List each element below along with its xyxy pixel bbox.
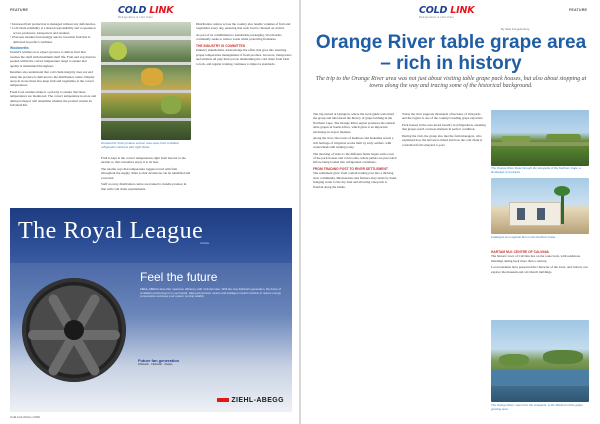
- body-paragraph: The retailer says that temperature loggers travel with fruit throughout the supply chain so that deviations can be identified and corrected.: [101, 167, 191, 180]
- magazine-logo: COLD LINK: [118, 5, 174, 16]
- photo-caption: The Orange River, seen from the vineyards, is the lifeblood of the grape growing area.: [491, 404, 583, 411]
- section-tag: FEATURE: [10, 8, 29, 12]
- photo-caption: Woolworths' fresh produce section uses open-front multideck refrigeration cabinets with night blinds.: [101, 142, 179, 149]
- body-paragraph: Along the river, the towns of Keimoes and Kakamas reveal a rich heritage of irrigation works built by early settlers, with waterwheels still turning today.: [313, 136, 394, 150]
- right-column-1: [313, 112, 397, 412]
- vineyard-photo: [491, 110, 589, 166]
- section-heading: HARTAM NUI: CENTRE OF CALVINIA: [491, 250, 549, 254]
- body-paragraph: The trip started at Upington, where the local guide welcomed the group and introduced the history of grape farming in the Northern Cape. The Orange River region produces the earliest table grapes in South Africa, which gives it an important advantage in export markets.: [313, 112, 396, 134]
- body-paragraph: Distribution centres across the country also handle volumes of fruit and vegetables every day, ensuring that each load is checked on arrival.: [196, 22, 291, 31]
- bullet-item: • Cold chain reliability is a shared responsibility and cooperation across producers, transporters and retailers.: [10, 26, 96, 35]
- supermarket-photo: [101, 22, 191, 140]
- right-column-3: [491, 248, 589, 318]
- left-column-2: [101, 156, 191, 204]
- body-paragraph: Pack houses in the area invest heavily in refrigeration, ensuring that grapes reach overseas markets in perfect condition.: [402, 123, 486, 132]
- left-column-3: [196, 22, 292, 204]
- section-heading: THE INDUSTRY IS COMMITTED: [196, 44, 246, 48]
- logo-subtitle: Refrigeration & cold chain: [419, 16, 454, 19]
- ad-product: Future fan generation ZAbluefin · FE2owlet · ZAplus: [138, 358, 180, 366]
- ziehl-abegg-logo: ZIEHL-ABEGG: [217, 397, 284, 404]
- bullet-item: • Increased fruit production is managed without any deficiencies.: [10, 22, 96, 26]
- left-page-header: [0, 3, 299, 20]
- ad-title-sub: of fans: [200, 241, 210, 245]
- right-page-header: [301, 3, 600, 20]
- magazine-logo: COLD LINK: [419, 5, 475, 16]
- body-paragraph: Ireland's retailers now expect growers to deliver fruit that reaches the shelf with maximum shelf life. Fruit and veg must be packed within the correct temperature range to ensure that quality is maintained throughout.: [10, 50, 96, 68]
- ziehl-abegg-advertisement[interactable]: [10, 208, 292, 412]
- ad-banner: [10, 208, 292, 263]
- bullet-item: • Overseas retailers increasingly ask for traceable fruit that is delivered in perfect condition.: [10, 35, 91, 44]
- body-paragraph: Fresh food retailers make it a priority to ensure that these temperatures are monitored. The correct temperature in-store and during transport will determine whether the product retains its full shelf life.: [10, 90, 96, 108]
- body-paragraph: During the visit, the group also met the farm managers, who explained how the harvest is timed and how the cold chain is controlled from vineyard to port.: [402, 134, 483, 147]
- ad-body-text: ZIEHL-ABEGG fans offer maximum efficiency with minimal noise. With the new ZAbluefin generation, the future of ventilation technology is in your hands. High-performance motors and intelligent control combine to reduce energy consumption and keep your system running reliably.: [140, 287, 281, 299]
- left-page: [0, 0, 299, 424]
- right-page: [301, 0, 600, 424]
- byline: By Ilana Koegelenberg: [501, 27, 530, 31]
- body-paragraph: Industry stakeholders acknowledge the effort that goes into ensuring proper temperature management of fresh produce. Growers, transporters and retailers all play their part in maintaining the cold chain from farm to fork, and regular training continues to improve standards.: [196, 48, 292, 66]
- ad-headline: Feel the future: [140, 270, 218, 284]
- body-paragraph: Local residents have preserved the character of the town, and visitors can explore the museum and old church buildings.: [491, 265, 588, 274]
- photo-caption: The Orange River flows through the vineyards of the Northern Cape, a landscape of contrasts.: [491, 167, 581, 174]
- body-paragraph: The settlement grew from a small trading post into a thriving river community. Missionaries and farmers dug canals by hand, bringing water to the dry land and allowing vineyards to flourish along the banks.: [313, 171, 397, 189]
- body-paragraph: Fruit is kept at the correct temperatures right from harvest to the retailer so that customers enjoy it at its best.: [101, 156, 186, 165]
- body-paragraph: Staff at every distribution centre are trained to handle produce in line with cold chain requirements.: [101, 182, 187, 191]
- fan-icon: [22, 278, 126, 382]
- body-paragraph: Retailers also understand that cold chain integrity does not end when the produce is delivered to the distribution centre. Display areas in stores must also keep fruit and vegetables at the correct temperatures.: [10, 70, 95, 88]
- section-heading: FROM TRADING POST TO RIVER SETTLEMENT: [313, 167, 388, 172]
- farm-building-photo: [491, 178, 589, 234]
- section-heading: Woolworths: [10, 46, 29, 51]
- orange-river-photo: [491, 320, 589, 402]
- left-column-1: [10, 22, 96, 204]
- logo-subtitle: Refrigeration & cold chain: [118, 16, 153, 19]
- body-paragraph: As part of its commitment to sustainable packaging, Woolworths continually seeks to reduce waste while protecting freshness.: [196, 33, 282, 42]
- body-paragraph: The historic town of Calvinia lies on the route back, with sandstone buildings dating back more than a century.: [491, 254, 581, 263]
- right-column-2: [402, 112, 486, 412]
- section-tag: FEATURE: [569, 8, 588, 12]
- article-title: Orange River table grape area – rich in history: [315, 32, 587, 74]
- body-paragraph: Today the river supports thousands of hectares of vineyards and the region is one of the country's leading grape exporters.: [402, 112, 484, 121]
- ad-title: The Royal League: [18, 218, 204, 244]
- article-intro: The trip to the Orange River area was not just about visiting table grape pack houses, but also about stopping at towns along the way and tracing some of the historical background.: [315, 76, 587, 90]
- photo-caption: Catalogue at a regional farm in the Northern Cape.: [491, 236, 556, 239]
- body-paragraph: The morning of visits to the different farms began with a tour of the pack houses and cold rooms, where pallets are precooled before being loaded into refrigerated containers.: [313, 151, 397, 165]
- page-folio: Cold Link Africa | 2016: [10, 415, 40, 419]
